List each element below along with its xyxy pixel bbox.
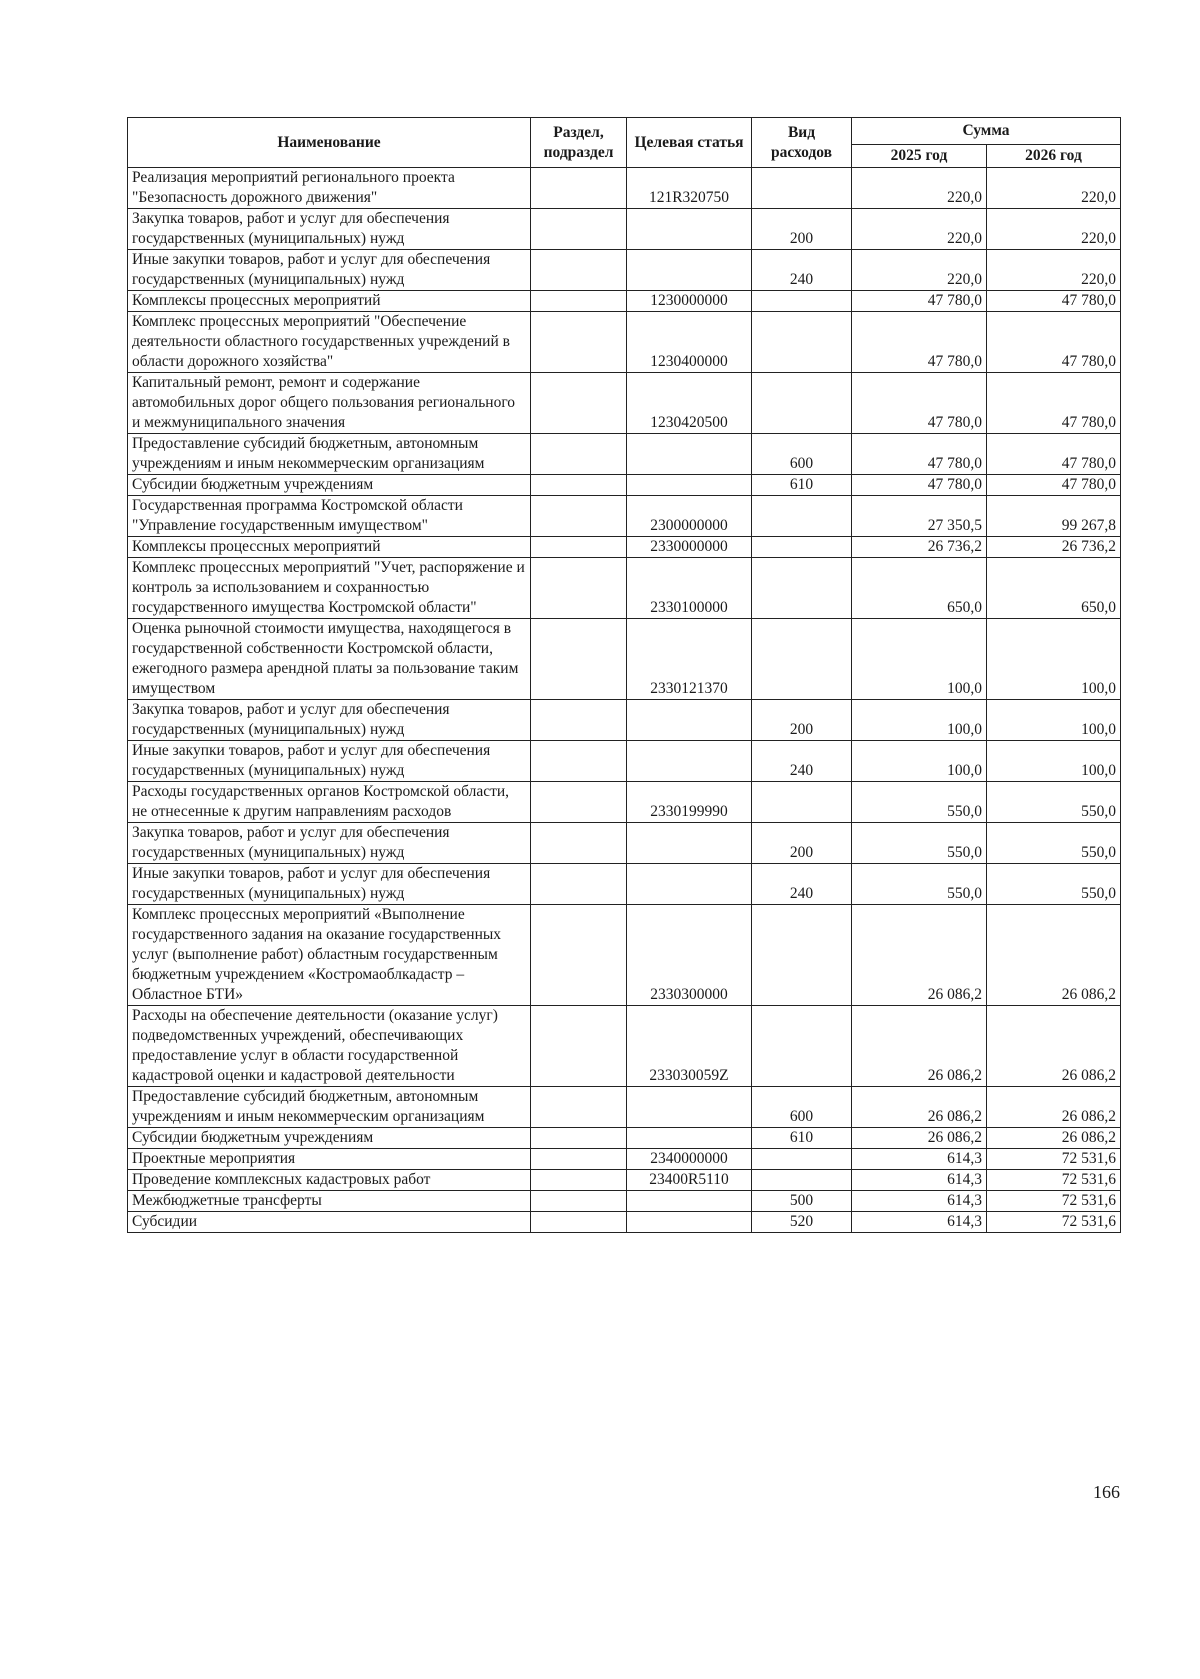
cell-name: Расходы на обеспечение деятельности (оказание услуг) подведомственных учреждений, обеспечивающих предоставление услуг в области государственной кадастровой оценки и кадастровой деятельности — [128, 1006, 531, 1087]
cell-sum-2026: 72 531,6 — [987, 1212, 1121, 1233]
cell-sum-2025: 100,0 — [852, 700, 987, 741]
cell-sum-2026: 26 736,2 — [987, 537, 1121, 558]
cell-sum-2025: 614,3 — [852, 1212, 987, 1233]
cell-tselevaya-statya: 1230420500 — [627, 373, 752, 434]
cell-vid-raskhodov: 610 — [752, 1128, 852, 1149]
cell-sum-2026: 650,0 — [987, 558, 1121, 619]
cell-name: Оценка рыночной стоимости имущества, находящегося в государственной собственности Костромской области, ежегодного размера арендной платы за пользование таким имуществом — [128, 619, 531, 700]
cell-sum-2026: 26 086,2 — [987, 1087, 1121, 1128]
cell-sum-2025: 550,0 — [852, 864, 987, 905]
table-row — [128, 1212, 1121, 1233]
cell-razdel — [531, 209, 627, 250]
cell-name: Закупка товаров, работ и услуг для обеспечения государственных (муниципальных) нужд — [128, 823, 531, 864]
cell-razdel — [531, 823, 627, 864]
cell-sum-2025: 47 780,0 — [852, 291, 987, 312]
cell-vid-raskhodov: 500 — [752, 1191, 852, 1212]
cell-name: Комплекс процессных мероприятий "Учет, распоряжение и контроль за использованием и сохранностью государственного имущества Костромской области" — [128, 558, 531, 619]
cell-sum-2026: 72 531,6 — [987, 1170, 1121, 1191]
header-tselevaya-statya: Целевая статья — [627, 118, 752, 168]
page-number: 166 — [1093, 1482, 1120, 1502]
cell-razdel — [531, 537, 627, 558]
cell-razdel — [531, 168, 627, 209]
cell-razdel — [531, 1006, 627, 1087]
cell-name: Расходы государственных органов Костромской области, не отнесенные к другим направлениям расходов — [128, 782, 531, 823]
cell-tselevaya-statya — [627, 475, 752, 496]
cell-tselevaya-statya: 2340000000 — [627, 1149, 752, 1170]
cell-tselevaya-statya: 2330199990 — [627, 782, 752, 823]
cell-vid-raskhodov — [752, 1006, 852, 1087]
cell-name: Субсидии — [128, 1212, 531, 1233]
cell-vid-raskhodov: 600 — [752, 434, 852, 475]
cell-razdel — [531, 864, 627, 905]
cell-vid-raskhodov — [752, 1149, 852, 1170]
cell-sum-2026: 72 531,6 — [987, 1149, 1121, 1170]
cell-vid-raskhodov — [752, 291, 852, 312]
cell-name: Иные закупки товаров, работ и услуг для обеспечения государственных (муниципальных) нужд — [128, 741, 531, 782]
cell-sum-2026: 220,0 — [987, 209, 1121, 250]
cell-tselevaya-statya — [627, 250, 752, 291]
table-row — [128, 619, 1121, 700]
cell-tselevaya-statya: 2330000000 — [627, 537, 752, 558]
table-row — [128, 312, 1121, 373]
cell-sum-2025: 47 780,0 — [852, 475, 987, 496]
budget-table — [127, 117, 1121, 1233]
cell-sum-2025: 550,0 — [852, 782, 987, 823]
cell-razdel — [531, 1128, 627, 1149]
cell-sum-2025: 220,0 — [852, 168, 987, 209]
table-row — [128, 864, 1121, 905]
cell-sum-2025: 614,3 — [852, 1191, 987, 1212]
cell-vid-raskhodov: 520 — [752, 1212, 852, 1233]
cell-vid-raskhodov — [752, 373, 852, 434]
cell-sum-2026: 100,0 — [987, 619, 1121, 700]
table-row — [128, 291, 1121, 312]
cell-sum-2026: 99 267,8 — [987, 496, 1121, 537]
cell-name: Закупка товаров, работ и услуг для обеспечения государственных (муниципальных) нужд — [128, 700, 531, 741]
cell-name: Проведение комплексных кадастровых работ — [128, 1170, 531, 1191]
cell-tselevaya-statya — [627, 434, 752, 475]
cell-sum-2026: 47 780,0 — [987, 312, 1121, 373]
cell-sum-2026: 26 086,2 — [987, 1128, 1121, 1149]
cell-vid-raskhodov — [752, 168, 852, 209]
table-row — [128, 1006, 1121, 1087]
cell-razdel — [531, 1212, 627, 1233]
cell-vid-raskhodov — [752, 537, 852, 558]
cell-razdel — [531, 1191, 627, 1212]
cell-razdel — [531, 619, 627, 700]
cell-vid-raskhodov — [752, 619, 852, 700]
cell-name: Межбюджетные трансферты — [128, 1191, 531, 1212]
cell-sum-2026: 47 780,0 — [987, 434, 1121, 475]
cell-razdel — [531, 312, 627, 373]
cell-vid-raskhodov: 200 — [752, 700, 852, 741]
cell-sum-2025: 47 780,0 — [852, 373, 987, 434]
cell-sum-2026: 220,0 — [987, 168, 1121, 209]
cell-sum-2026: 220,0 — [987, 250, 1121, 291]
cell-name: Комплекс процессных мероприятий "Обеспечение деятельности областного государственных учреждений в области дорожного хозяйства" — [128, 312, 531, 373]
cell-name: Капитальный ремонт, ремонт и содержание автомобильных дорог общего пользования регионального и межмуниципального значения — [128, 373, 531, 434]
table-row — [128, 1149, 1121, 1170]
cell-vid-raskhodov: 200 — [752, 209, 852, 250]
cell-tselevaya-statya — [627, 1128, 752, 1149]
cell-razdel — [531, 558, 627, 619]
cell-vid-raskhodov: 240 — [752, 741, 852, 782]
cell-vid-raskhodov — [752, 312, 852, 373]
cell-razdel — [531, 373, 627, 434]
cell-name: Проектные мероприятия — [128, 1149, 531, 1170]
cell-razdel — [531, 1149, 627, 1170]
cell-razdel — [531, 475, 627, 496]
header-year-2026: 2026 год — [987, 145, 1121, 168]
cell-sum-2025: 26 736,2 — [852, 537, 987, 558]
cell-sum-2026: 26 086,2 — [987, 1006, 1121, 1087]
table-row — [128, 209, 1121, 250]
table-row — [128, 537, 1121, 558]
cell-tselevaya-statya: 1230400000 — [627, 312, 752, 373]
cell-razdel — [531, 1087, 627, 1128]
cell-sum-2025: 26 086,2 — [852, 905, 987, 1006]
table-body — [128, 168, 1121, 1233]
table-row — [128, 475, 1121, 496]
cell-sum-2025: 26 086,2 — [852, 1006, 987, 1087]
cell-tselevaya-statya: 23400R5110 — [627, 1170, 752, 1191]
cell-sum-2026: 47 780,0 — [987, 373, 1121, 434]
cell-tselevaya-statya — [627, 1087, 752, 1128]
cell-name: Комплекс процессных мероприятий «Выполнение государственного задания на оказание государственных услуг (выполнение работ) областным государственным бюджетным учреждением «Костромаоблкадастр – Областное БТИ» — [128, 905, 531, 1006]
table-header — [128, 118, 1121, 168]
table-row — [128, 823, 1121, 864]
cell-sum-2025: 26 086,2 — [852, 1087, 987, 1128]
cell-sum-2025: 47 780,0 — [852, 312, 987, 373]
cell-sum-2025: 614,3 — [852, 1170, 987, 1191]
cell-sum-2025: 100,0 — [852, 619, 987, 700]
cell-vid-raskhodov: 240 — [752, 250, 852, 291]
cell-razdel — [531, 905, 627, 1006]
cell-tselevaya-statya — [627, 1212, 752, 1233]
cell-name: Государственная программа Костромской области "Управление государственным имуществом" — [128, 496, 531, 537]
cell-name: Комплексы процессных мероприятий — [128, 537, 531, 558]
cell-razdel — [531, 741, 627, 782]
cell-razdel — [531, 291, 627, 312]
header-year-2025: 2025 год — [852, 145, 987, 168]
cell-sum-2025: 26 086,2 — [852, 1128, 987, 1149]
cell-sum-2025: 220,0 — [852, 209, 987, 250]
cell-tselevaya-statya: 2330100000 — [627, 558, 752, 619]
table-row — [128, 434, 1121, 475]
cell-razdel — [531, 700, 627, 741]
cell-name: Предоставление субсидий бюджетным, автономным учреждениям и иным некоммерческим организациям — [128, 1087, 531, 1128]
cell-tselevaya-statya: 2300000000 — [627, 496, 752, 537]
cell-sum-2026: 26 086,2 — [987, 905, 1121, 1006]
cell-razdel — [531, 782, 627, 823]
cell-tselevaya-statya — [627, 741, 752, 782]
table-row — [128, 250, 1121, 291]
table-row — [128, 741, 1121, 782]
cell-name: Предоставление субсидий бюджетным, автономным учреждениям и иным некоммерческим организациям — [128, 434, 531, 475]
cell-sum-2026: 550,0 — [987, 782, 1121, 823]
cell-razdel — [531, 250, 627, 291]
table-row — [128, 1191, 1121, 1212]
cell-tselevaya-statya: 233030059Z — [627, 1006, 752, 1087]
cell-sum-2026: 47 780,0 — [987, 291, 1121, 312]
header-row-1 — [128, 118, 1121, 145]
cell-tselevaya-statya — [627, 823, 752, 864]
cell-tselevaya-statya — [627, 700, 752, 741]
table-row — [128, 1087, 1121, 1128]
cell-vid-raskhodov: 200 — [752, 823, 852, 864]
cell-vid-raskhodov: 240 — [752, 864, 852, 905]
cell-vid-raskhodov — [752, 496, 852, 537]
cell-name: Субсидии бюджетным учреждениям — [128, 475, 531, 496]
cell-sum-2026: 100,0 — [987, 700, 1121, 741]
cell-tselevaya-statya: 1230000000 — [627, 291, 752, 312]
cell-sum-2026: 550,0 — [987, 864, 1121, 905]
cell-tselevaya-statya — [627, 209, 752, 250]
cell-sum-2025: 100,0 — [852, 741, 987, 782]
cell-tselevaya-statya — [627, 864, 752, 905]
cell-name: Комплексы процессных мероприятий — [128, 291, 531, 312]
cell-sum-2025: 650,0 — [852, 558, 987, 619]
cell-tselevaya-statya: 2330300000 — [627, 905, 752, 1006]
cell-name: Реализация мероприятий регионального проекта "Безопасность дорожного движения" — [128, 168, 531, 209]
cell-razdel — [531, 1170, 627, 1191]
table-row — [128, 558, 1121, 619]
cell-sum-2026: 47 780,0 — [987, 475, 1121, 496]
header-razdel: Раздел, подраздел — [531, 118, 627, 168]
cell-tselevaya-statya: 2330121370 — [627, 619, 752, 700]
cell-vid-raskhodov: 610 — [752, 475, 852, 496]
header-summa: Сумма — [852, 118, 1121, 145]
cell-sum-2025: 614,3 — [852, 1149, 987, 1170]
cell-vid-raskhodov — [752, 905, 852, 1006]
cell-sum-2025: 550,0 — [852, 823, 987, 864]
cell-vid-raskhodov — [752, 1170, 852, 1191]
cell-sum-2025: 27 350,5 — [852, 496, 987, 537]
cell-vid-raskhodov — [752, 558, 852, 619]
cell-name: Иные закупки товаров, работ и услуг для обеспечения государственных (муниципальных) нужд — [128, 250, 531, 291]
cell-razdel — [531, 496, 627, 537]
table-row — [128, 373, 1121, 434]
cell-vid-raskhodov: 600 — [752, 1087, 852, 1128]
cell-vid-raskhodov — [752, 782, 852, 823]
header-vid-raskhodov: Вид расходов — [752, 118, 852, 168]
table-row — [128, 168, 1121, 209]
cell-sum-2025: 220,0 — [852, 250, 987, 291]
cell-sum-2026: 550,0 — [987, 823, 1121, 864]
table-row — [128, 496, 1121, 537]
table-row — [128, 905, 1121, 1006]
cell-name: Субсидии бюджетным учреждениям — [128, 1128, 531, 1149]
cell-sum-2026: 100,0 — [987, 741, 1121, 782]
cell-name: Закупка товаров, работ и услуг для обеспечения государственных (муниципальных) нужд — [128, 209, 531, 250]
cell-name: Иные закупки товаров, работ и услуг для обеспечения государственных (муниципальных) нужд — [128, 864, 531, 905]
cell-razdel — [531, 434, 627, 475]
cell-tselevaya-statya: 121R320750 — [627, 168, 752, 209]
table-row — [128, 1128, 1121, 1149]
table-row — [128, 700, 1121, 741]
table-row — [128, 1170, 1121, 1191]
header-name: Наименование — [128, 118, 531, 168]
cell-tselevaya-statya — [627, 1191, 752, 1212]
table-row — [128, 782, 1121, 823]
cell-sum-2026: 72 531,6 — [987, 1191, 1121, 1212]
cell-sum-2025: 47 780,0 — [852, 434, 987, 475]
